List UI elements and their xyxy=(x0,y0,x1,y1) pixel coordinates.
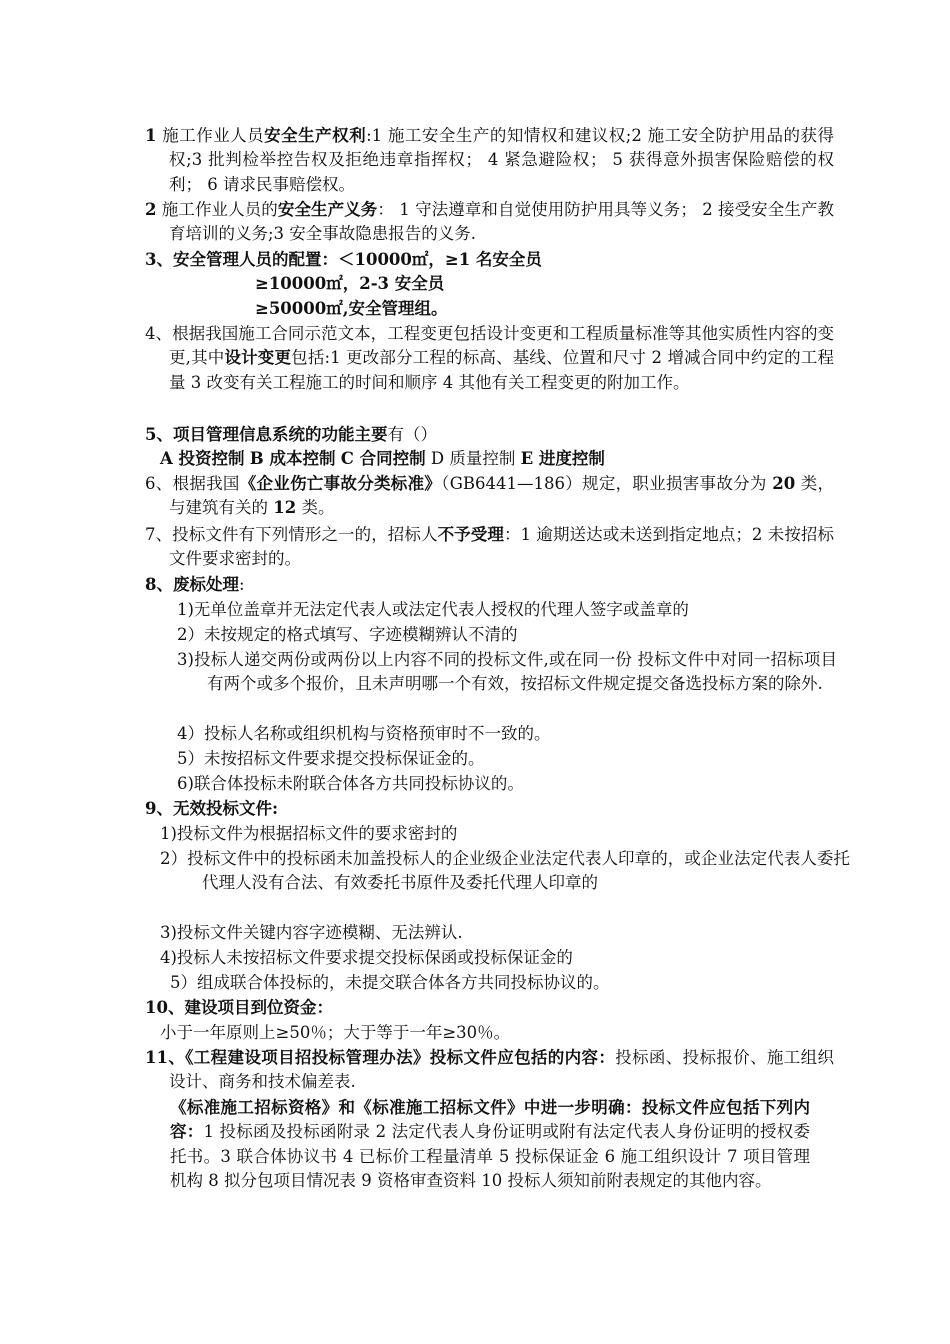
item-3-line-2: ≥10000㎡，2-3 安全员 xyxy=(255,274,445,293)
item-9-sub-2: 2）投标文件中的投标函未加盖投标人的企业级企业法定代表人印章的，或企业法定代表人委托代理人没有合法、有效委托书原件及委托代理人印章的 xyxy=(160,849,850,893)
item-7-bold: 不予受理 xyxy=(437,525,504,544)
item-11-bold: 11、《工程建设项目招投标管理办法》投标文件应包括的内容： xyxy=(145,1048,616,1067)
item-8-number: 8、 xyxy=(145,575,173,594)
item-1-pre: 施工作业人员 xyxy=(156,126,265,145)
item-5-option-a: A 投资控制 xyxy=(160,449,245,468)
item-8-sub-4: 4）投标人名称或组织机构与资格预审时不一致的。 xyxy=(177,724,551,743)
item-6-post: 类。 xyxy=(296,498,335,518)
item-4-body: 包括:1 更改部分工程的标高、基线、位置和尺寸 2 增减合同中约定的工程量 3 改变有关工程施工的时间和顺序 4 其他有关工程变更的附加工作。 xyxy=(169,348,835,392)
item-8-sub-6: 6)联合体投标未附联合体各方共同投标协议的。 xyxy=(177,774,524,793)
item-11-body: 投标函、投标报价、施工组织设计、商务和技术偏差表. xyxy=(169,1048,835,1092)
item-9-sub-1: 1)投标文件为根据招标文件的要求密封的 xyxy=(160,824,458,843)
item-9-sub-3: 3)投标文件关键内容字迹模糊、无法辨认. xyxy=(160,923,463,942)
item-4-bold: 设计变更 xyxy=(224,348,292,368)
item-6-mid-2: 类，与建筑有关的 xyxy=(169,474,835,518)
item-8-colon: : xyxy=(238,575,245,594)
item-5-bold: 5、项目管理信息系统的功能主要 xyxy=(145,425,388,444)
item-6-standard: 《企业伤亡事故分类标准》 xyxy=(239,474,442,493)
item-9-sub-5: 5）组成联合体投标的，未提交联合体各方共同投标协议的。 xyxy=(170,973,610,992)
item-6-count-total: 20 xyxy=(772,474,796,493)
item-9-sub-4: 4)投标人未按招标文件要求提交投标保函或投标保证金的 xyxy=(160,948,573,967)
item-5-option-b: B 成本控制 xyxy=(249,449,336,468)
item-2-number: 2 xyxy=(145,200,157,219)
item-7-pre: 7、投标文件有下列情形之一的，招标人 xyxy=(145,525,438,544)
item-6-pre: 6、根据我国 xyxy=(145,474,240,493)
item-4-pre: 4、根据我国施工合同示范文本，工程变更包括设计变更和工程质量标准等其他实质性内容的变更,其中 xyxy=(145,324,834,368)
item-2-pre: 施工作业人员的 xyxy=(156,200,278,219)
item-11 xyxy=(145,1046,834,1095)
item-2-bold: 安全生产义务 xyxy=(277,200,378,219)
item-6 xyxy=(145,472,834,521)
item-3-line-3: ≥50000㎡,安全管理组。 xyxy=(255,299,448,318)
item-8-heading xyxy=(145,573,245,597)
item-11-para-2 xyxy=(170,1096,810,1193)
item-5-option-e: E 进度控制 xyxy=(520,449,605,468)
item-1 xyxy=(145,124,834,197)
item-4 xyxy=(145,322,834,395)
item-6-count-construction: 12 xyxy=(273,498,297,518)
item-11-para-2-bold: 《标准施工招标资格》和《标准施工招标文件》中进一步明确：投标文件应包括下列内容： xyxy=(170,1098,810,1142)
item-2-body: ： 1 守法遵章和自觉使用防护用具等义务； 2 接受安全生产教育培训的义务;3 安全事故隐患报告的义务. xyxy=(169,200,834,244)
item-1-body: :1 施工安全生产的知情权和建议权;2 施工安全防护用品的获得权;3 批判检举控告权及拒绝违章指挥权； 4 紧急避险权； 5 获得意外损害保险赔偿的权利； 6 请求民事赔偿权。 xyxy=(169,126,834,194)
item-9-heading: 9、无效投标文件: xyxy=(145,799,279,818)
item-8-title: 废标处理 xyxy=(172,575,239,594)
item-10-body: 小于一年原则上≥50％；大于等于一年≥30％。 xyxy=(160,1023,511,1042)
item-3-line-1: 3、安全管理人员的配置：＜10000㎡，≥1 名安全员 xyxy=(145,250,542,269)
item-5-question xyxy=(145,423,437,447)
item-6-mid-1: （GB6441—186）规定，职业损害事故分为 xyxy=(441,474,773,493)
item-7-body: ：1 逾期送达或未送到指定地点；2 未按招标文件要求密封的。 xyxy=(169,525,834,569)
item-1-bold: 安全生产权利 xyxy=(264,126,367,145)
item-8-sub-5: 5）未按招标文件要求提交投标保证金的。 xyxy=(177,749,485,768)
item-8-sub-3: 3)投标人递交两份或两份以上内容不同的投标文件,或在同一份 投标文件中对同一招标项目有两个或多个报价，且未声明哪一个有效，按招标文件规定提交备选投标方案的除外. xyxy=(177,650,837,694)
item-5-option-c: C 合同控制 xyxy=(340,449,426,468)
item-8-sub-1: 1)无单位盖章并无法定代表人或法定代表人授权的代理人签字或盖章的 xyxy=(177,600,689,619)
item-5-blank: 有（） xyxy=(387,425,437,444)
item-11-para-2-body: 1 投标函及投标函附录 2 法定代表人身份证明或附有法定代表人身份证明的授权委托书。3 联合体协议书 4 已标价工程量清单 5 投标保证金 6 施工组织设计 7 项目管理机构 8 拟分包项目情况表 9 资格审查资料 10 投标人须知前附表规定的其他内容。 xyxy=(170,1122,811,1190)
item-1-number: 1 xyxy=(145,126,157,145)
item-2 xyxy=(145,198,834,247)
item-5-option-d: D 质量控制 xyxy=(425,449,521,468)
item-8-sub-2: 2）未按规定的格式填写、字迹模糊辨认不清的 xyxy=(177,625,518,644)
item-7 xyxy=(145,523,834,572)
item-5-options xyxy=(160,447,605,471)
item-10-heading: 10、建设项目到位资金： xyxy=(145,998,333,1017)
